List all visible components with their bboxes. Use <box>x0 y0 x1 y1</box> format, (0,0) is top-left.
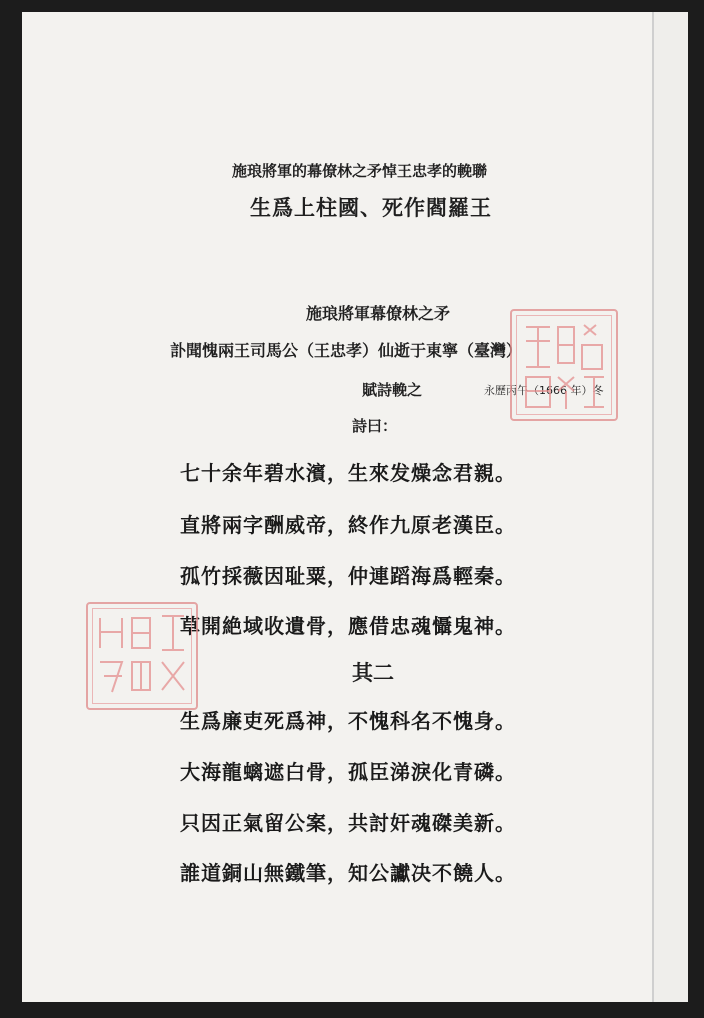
poem-line: 直將兩字酬威帝，終作九原老漢臣。 <box>180 513 516 537</box>
poem-line: 孤竹採薇因耻粟，仲連蹈海爲輕秦。 <box>180 564 516 588</box>
subtitle-line: 訃聞愧兩王司馬公（王忠孝）仙逝于東寧（臺灣） <box>170 341 523 360</box>
seal-glyphs-icon <box>512 311 616 419</box>
section-title: 其二 <box>352 661 394 685</box>
poem-line: 草開絶域收遺骨，應借忠魂懾鬼神。 <box>180 614 516 638</box>
poem-line: 誰道銅山無鐵筆，知公讞决不饒人。 <box>180 861 516 885</box>
fu-line: 賦詩輓之 <box>362 381 423 399</box>
red-seal-stamp <box>86 602 198 710</box>
author-line: 施琅將軍幕僚林之矛 <box>306 304 451 323</box>
page-heading: 生爲上柱國、死作閻羅王 <box>250 196 492 220</box>
seal-glyphs-icon <box>88 604 196 708</box>
poem-line: 大海龍螭遮白骨，孤臣涕淚化青磷。 <box>180 760 516 784</box>
poem-line: 七十余年碧水濱，生來发燥念君親。 <box>180 461 516 485</box>
red-seal-stamp <box>510 309 618 421</box>
title-line: 施琅將軍的幕僚林之矛悼王忠孝的輓聯 <box>232 162 488 180</box>
date-note: 永歷丙午（1666 年）冬 <box>484 384 604 397</box>
shi-yue: 詩曰： <box>352 417 398 435</box>
adjacent-page-edge <box>652 12 688 1002</box>
bleed-through-text <box>172 162 184 202</box>
document-page <box>22 12 652 1002</box>
poem-line: 生爲廉吏死爲神，不愧科名不愧身。 <box>180 709 516 733</box>
poem-line: 只因正氣留公案，共討奸魂磔美新。 <box>180 811 516 835</box>
